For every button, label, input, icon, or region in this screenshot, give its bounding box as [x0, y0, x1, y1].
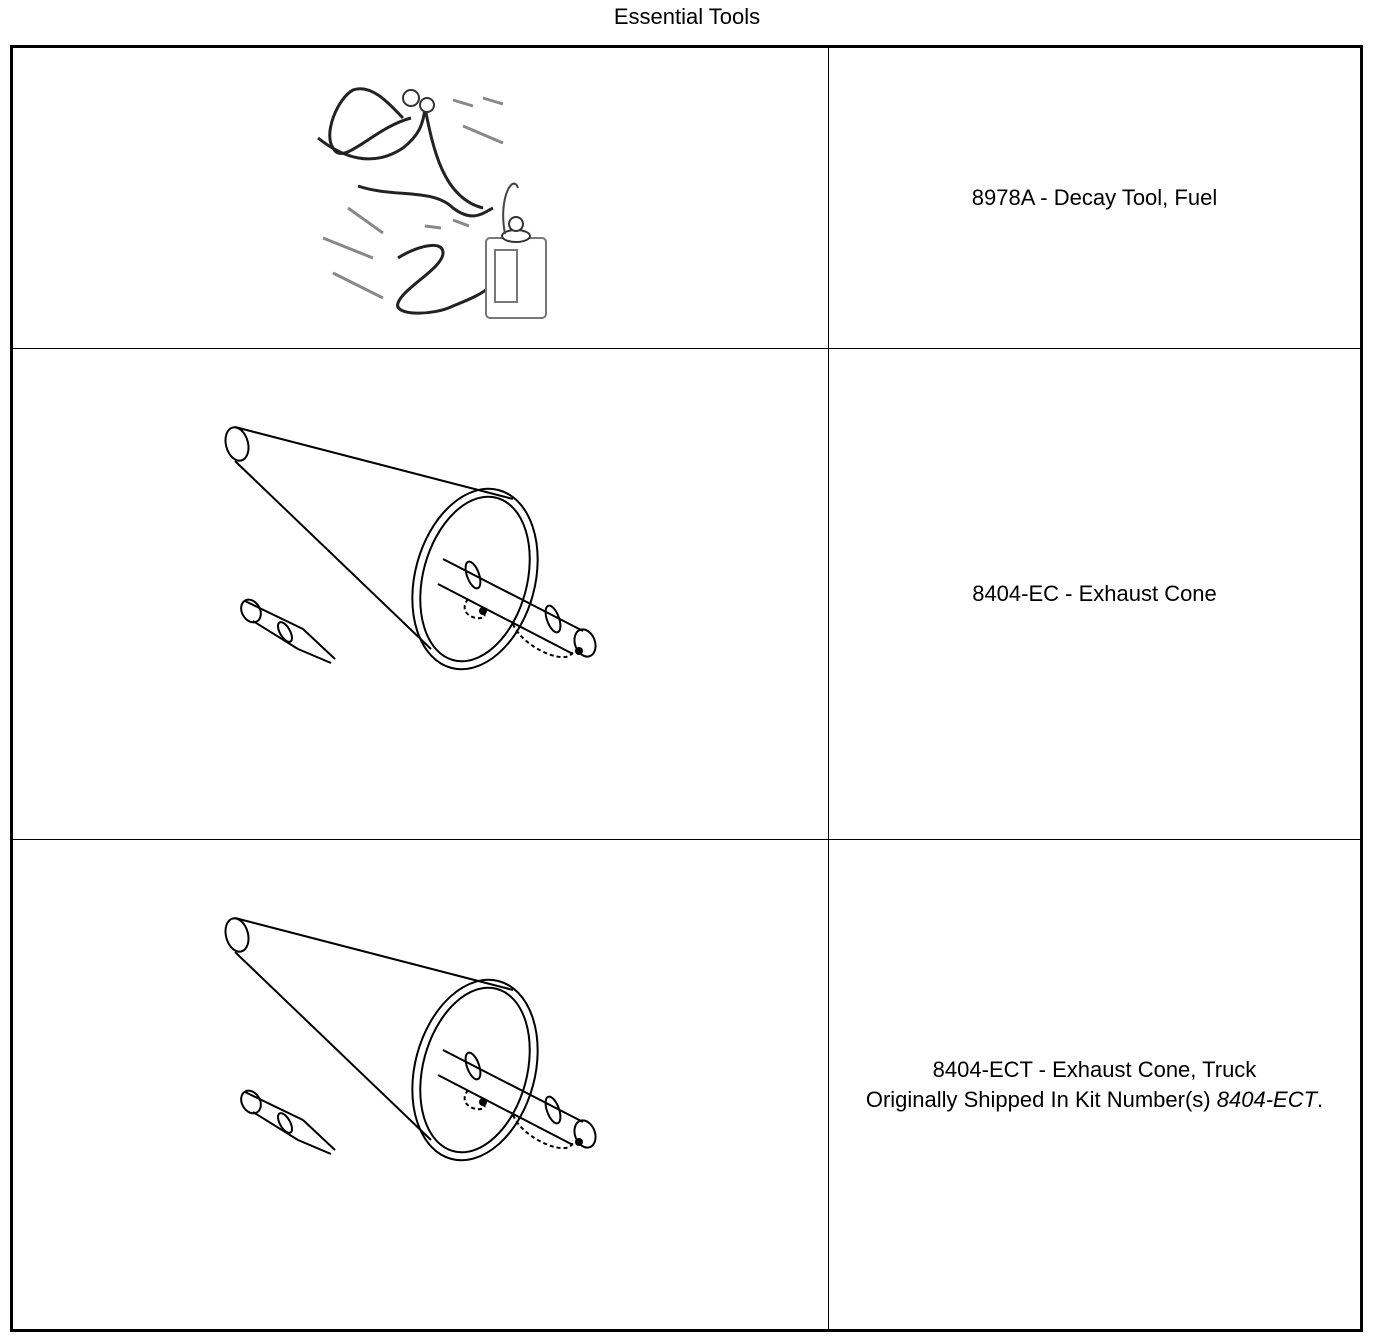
fuel-decay-tool-kit-icon	[13, 48, 829, 348]
tools-table	[10, 45, 1363, 1332]
kit-note	[866, 1085, 1323, 1115]
kit-number: 8404-ECT	[1216, 1086, 1318, 1112]
tool-description-cell	[829, 840, 1360, 1329]
table-row	[13, 348, 1360, 839]
illustration-cell	[13, 840, 829, 1329]
tool-description: 8404-EC - Exhaust Cone	[972, 581, 1217, 606]
kit-note-prefix: Originally Shipped In Kit Number(s)	[865, 1086, 1217, 1112]
tool-description-cell	[829, 349, 1360, 839]
tool-description-cell	[829, 48, 1360, 348]
exhaust-cone-icon	[13, 349, 829, 840]
table-row	[13, 48, 1360, 348]
illustration-cell	[13, 48, 829, 348]
exhaust-cone-truck-icon	[13, 840, 829, 1330]
kit-note-suffix: .	[1317, 1086, 1324, 1112]
tool-description: 8978A - Decay Tool, Fuel	[971, 185, 1218, 210]
page-title: Essential Tools	[613, 4, 761, 29]
table-row	[13, 839, 1360, 1329]
tool-description: 8404-ECT - Exhaust Cone, Truck	[932, 1056, 1257, 1082]
illustration-cell	[13, 349, 829, 839]
